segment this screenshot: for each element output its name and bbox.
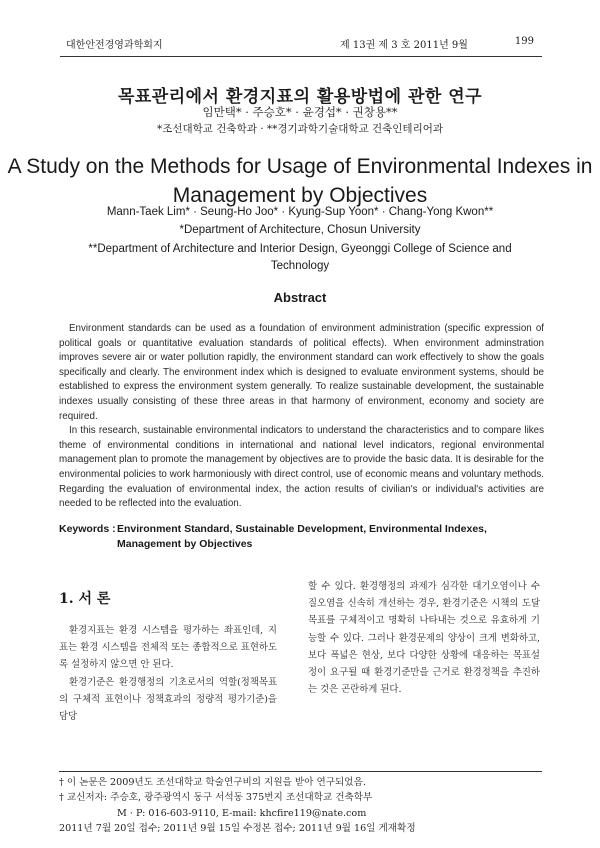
- english-authors: Mann-Taek Lim* · Seung-Ho Joo* · Kyung-Sup Yoon* · Chang-Yong Kwon**: [106, 206, 494, 218]
- header-divider: [60, 56, 542, 57]
- english-affiliation-2: **Department of Architecture and Interior Design, Gyeonggi College of Science and Technology: [88, 243, 512, 272]
- english-title-line-1: A Study on the Methods for Usage of Environmental Indexes in: [7, 155, 593, 178]
- page-number: 199: [514, 36, 534, 47]
- intro-paragraph-continued: 할 수 있다. 환경행정의 과제가 심각한 대기오염이나 수질오염을 신속히 개선하는 경우, 환경기준은 시책의 도달목표를 구체적이고 명확히 나타내는 것으로 유효하게 기능할 수 있다. 그러나 환경문제의 양상이 크게 변화하고, 보다 폭넓은 현상, 보다 다양한 상황에 대응하는 목표설정이 요구될 때 환경기준만을 근거로 환경정책을 추진하는 것은 곤란하게 된다.: [308, 581, 540, 696]
- footnote-corresponding-author: † 교신저자: 주승호, 광주광역시 동구 서석동 375번지 조선대학교 건축학부: [59, 792, 373, 804]
- intro-paragraph-2: 환경기준은 환경행정의 기초로서의 역할(정책목표의 구체적 표현이나 정책효과의 정량적 평가기준)을 담당: [59, 676, 277, 723]
- keywords-text: Environment Standard, Sustainable Development, Environmental Indexes, Management by Objectives: [117, 523, 487, 550]
- footnote-divider: [59, 771, 542, 772]
- journal-name: 대한안전경영과학회지: [66, 40, 163, 51]
- english-title-line-2: Management by Objectives: [172, 184, 428, 207]
- keywords: [59, 522, 544, 551]
- keywords-label: Keywords :: [59, 523, 116, 535]
- english-title: [0, 152, 600, 210]
- footnote-contact: M · P: 016-603-9110, E-mail: khcfire119@nate.com: [117, 807, 367, 819]
- footnotes: [59, 775, 542, 837]
- korean-title: 목표관리에서 환경지표의 활용방법에 관한 연구: [117, 87, 483, 107]
- section-heading: 1. 서 론: [59, 591, 111, 607]
- abstract-paragraph-1: Environment standards can be used as a foundation of environment administration (specific expression of political goals or quantitative evaluation standards of political effects). When environment adminstration improves severe air or water pollution rapidly, the environment standard can work effectively to show the goals specifically and clearly. The environment index which is designed to evaluate environment systems, should be established to express the environment system generally. To realize sustainable development, the sustainable indexes usually consisting of these three areas in that harmony of environment, economy and society are required.: [59, 323, 544, 422]
- intro-paragraph-1: 환경지표는 환경 시스템을 평가하는 좌표인데, 지표는 환경 시스템을 전체적 또는 종합적으로 표현하도록 설정하지 않으면 안 된다.: [59, 625, 277, 671]
- english-affiliation-1: *Department of Architecture, Chosun University: [179, 224, 421, 236]
- korean-authors: 임만택* · 주승호* · 윤경섭* · 권창용**: [202, 105, 398, 119]
- right-column: [308, 578, 540, 698]
- korean-affiliations: *조선대학교 건축학과 · **경기과학기술대학교 건축인테리어과: [156, 123, 443, 135]
- abstract-paragraph-2: In this research, sustainable environmental indicators to understand the characteristics and to compare likes theme of environmental conditions in international and national level indicators, regional environmental management plan to promote the management by objectives are to provide the basic data. It is desirable for the environmental policies to work harmoniously with direct control, use of economic means and voluntary methods. Regarding the evaluation of environmental index, the action results of civilian's or individual's activities are needed to be reflected into the evaluation.: [59, 425, 544, 510]
- abstract-heading: Abstract: [273, 290, 327, 305]
- left-column: [59, 588, 277, 725]
- running-header: [66, 36, 534, 50]
- footnote-funding: † 이 논문은 2009년도 조선대학교 학술연구비의 지원을 받아 연구되었음.: [59, 777, 366, 788]
- footnote-dates: 2011년 7월 20일 접수; 2011년 9월 15일 수정본 접수; 2011년 9월 16일 게재확정: [59, 823, 416, 835]
- abstract-body: [59, 322, 544, 512]
- issue-info: 제 13권 제 3 호 2011년 9월: [340, 40, 468, 51]
